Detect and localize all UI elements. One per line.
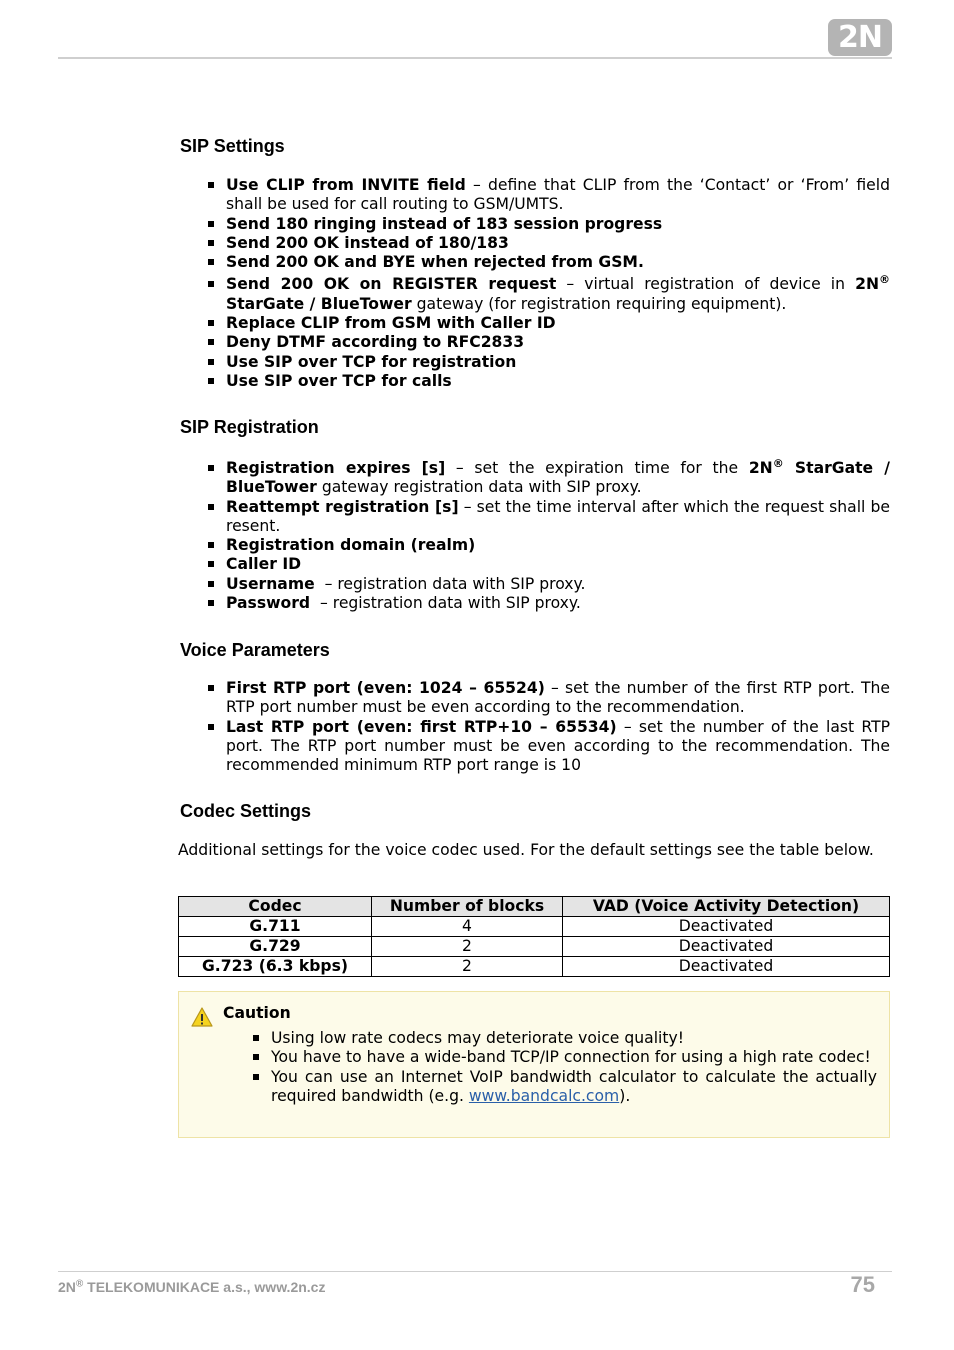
voice-parameters-list — [178, 679, 890, 775]
caution-box — [178, 991, 890, 1138]
sip-registration-heading: SIP Registration — [180, 417, 319, 437]
page-number: 75 — [850, 1272, 875, 1297]
codec-intro-text: Additional settings for the voice codec used. For the default settings see the table below. — [178, 841, 874, 859]
list-item: Send 200 OK and BYE when rejected from GSM. — [178, 253, 890, 272]
list-item: Send 200 OK instead of 180/183 — [178, 234, 890, 253]
table-header-row — [179, 897, 890, 917]
list-item: Reattempt registration [s] – set the time interval after which the request shall be resent. — [178, 498, 890, 537]
table-cell: Deactivated — [563, 957, 890, 977]
column-header: Codec — [179, 897, 372, 917]
caution-list — [223, 1029, 877, 1106]
caution-title: Caution — [223, 1004, 291, 1022]
column-header: VAD (Voice Activity Detection) — [563, 897, 890, 917]
list-item: Use CLIP from INVITE field – define that CLIP from the ‘Contact’ or ‘From’ field shall be used for call routing to GSM/UMTS. — [178, 176, 890, 215]
sip-registration-list — [178, 456, 890, 613]
sip-settings-list — [178, 176, 890, 391]
list-item: Last RTP port (even: first RTP+10 – 65534) – set the number of the last RTP port. The RTP port number must be even according to the recommendation. The recommended minimum RTP port range is 10 — [178, 718, 890, 776]
list-item: Use SIP over TCP for calls — [178, 372, 890, 391]
footer-divider — [58, 1271, 892, 1272]
table-cell: G.729 — [179, 937, 372, 957]
table-row — [179, 937, 890, 957]
table-cell: Deactivated — [563, 937, 890, 957]
bandcalc-link[interactable]: www.bandcalc.com — [468, 1086, 620, 1105]
codec-settings-heading: Codec Settings — [180, 801, 312, 821]
list-item: Username – registration data with SIP proxy. — [178, 575, 890, 594]
header-divider — [58, 57, 892, 59]
list-item: Password – registration data with SIP proxy. — [178, 594, 890, 613]
codec-table — [178, 896, 890, 977]
table-cell: 2 — [372, 957, 563, 977]
list-item: Caller ID — [178, 555, 890, 574]
table-row — [179, 957, 890, 977]
list-item: Registration domain (realm) — [178, 536, 890, 555]
sip-settings-heading: SIP Settings — [180, 136, 285, 156]
table-cell: Deactivated — [563, 917, 890, 937]
table-row — [179, 917, 890, 937]
list-item: Send 200 OK on REGISTER request – virtual registration of device in 2N® StarGate / BlueTower gateway (for registration requiring equipment). — [178, 275, 890, 314]
list-item: Send 180 ringing instead of 183 session progress — [178, 215, 890, 234]
table-cell: G.711 — [179, 917, 372, 937]
table-cell: G.723 (6.3 kbps) — [179, 957, 372, 977]
list-item: Replace CLIP from GSM with Caller ID — [178, 314, 890, 333]
table-cell: 2 — [372, 937, 563, 957]
list-item: You have to have a wide-band TCP/IP connection for using a high rate codec! — [223, 1048, 877, 1067]
list-item: First RTP port (even: 1024 – 65524) – set the number of the first RTP port. The RTP port number must be even according to the recommendation. — [178, 679, 890, 718]
list-item: Registration expires [s] – set the expiration time for the 2N® StarGate / BlueTower gateway registration data with SIP proxy. — [178, 459, 890, 498]
list-item: Deny DTMF according to RFC2833 — [178, 333, 890, 352]
table-cell: 4 — [372, 917, 563, 937]
list-item: Using low rate codecs may deteriorate voice quality! — [223, 1029, 877, 1048]
list-item: You can use an Internet VoIP bandwidth calculator to calculate the actually required bandwidth (e.g. www.bandcalc.com). — [223, 1068, 877, 1107]
warning-icon — [191, 1007, 213, 1031]
company-logo: 2N — [828, 19, 892, 56]
voice-parameters-heading: Voice Parameters — [180, 640, 330, 660]
list-item: Use SIP over TCP for registration — [178, 353, 890, 372]
footer-company: 2N® TELEKOMUNIKACE a.s., www.2n.cz — [58, 1278, 326, 1295]
column-header: Number of blocks — [372, 897, 563, 917]
